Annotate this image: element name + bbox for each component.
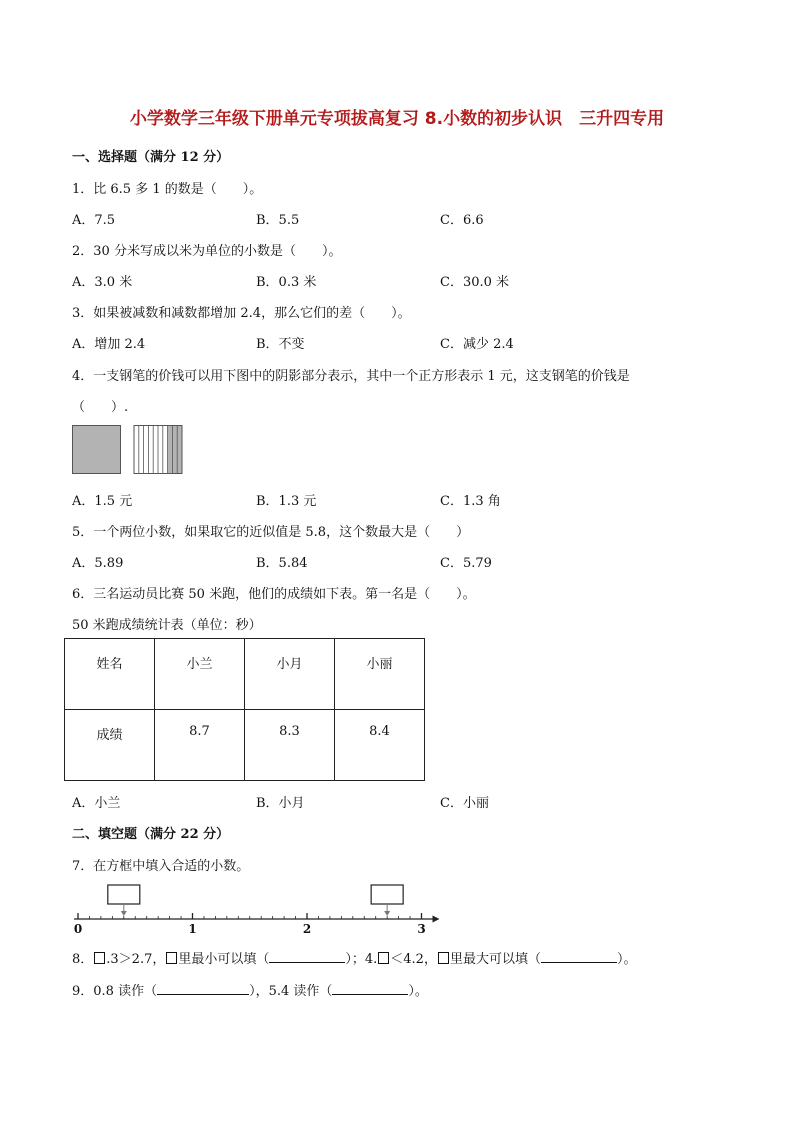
number-line-labels <box>74 922 426 934</box>
question-4: 4．一支钢笔的价钱可以用下图中的阴影部分表示，其中一个正方形表示 1 元，这支钢笔的价钱是 <box>72 369 630 384</box>
number-line-label: 0 <box>73 922 83 934</box>
question-1: 1．比 6.5 多 1 的数是（ ）。 <box>72 182 263 197</box>
tenths-square <box>134 426 182 474</box>
shaded-tenth-strip <box>172 426 177 474</box>
table-header-cell: 小兰 <box>155 639 245 710</box>
q4-option-b: B．1.3 元 <box>256 494 317 509</box>
q8-text-3: 里最小可以填（ <box>178 952 270 967</box>
answer-box[interactable] <box>108 885 140 904</box>
q4-option-a: A．1.5 元 <box>72 494 133 509</box>
q8-text-4: ）；4. <box>345 952 378 967</box>
q1-option-b: B．5.5 <box>256 213 300 228</box>
q1-option-a: A．7.5 <box>72 213 116 228</box>
arrow-down-icon <box>384 911 390 916</box>
empty-box-icon <box>438 952 449 964</box>
question-7: 7．在方框中填入合适的小数。 <box>72 859 250 874</box>
empty-box-icon <box>378 952 389 964</box>
results-table <box>64 638 425 781</box>
q6-option-c: C．小丽 <box>440 796 489 811</box>
table-cell: 8.3 <box>245 710 335 781</box>
q6-option-b: B．小月 <box>256 796 305 811</box>
q8-answer-blank-2[interactable] <box>541 950 617 963</box>
q1-option-c: C．6.6 <box>440 213 484 228</box>
question-4-blank: （ ）. <box>72 400 129 415</box>
q5-option-c: C．5.79 <box>440 556 492 571</box>
q8-answer-blank-1[interactable] <box>269 950 345 963</box>
q5-option-b: B．5.84 <box>256 556 308 571</box>
number-line-label: 1 <box>188 922 197 934</box>
table-caption: 50 米跑成绩统计表（单位：秒） <box>72 618 262 633</box>
shaded-tenth-strip <box>177 426 182 474</box>
q9-text-1: 9．0.8 读作（ <box>72 984 158 999</box>
shaded-tenth-strip <box>168 426 173 474</box>
number-line <box>70 882 450 934</box>
table-cell: 8.4 <box>335 710 425 781</box>
table-header-cell: 小月 <box>245 639 335 710</box>
question-9 <box>72 980 428 999</box>
arrow-right-icon <box>433 916 440 923</box>
table-cell: 8.7 <box>155 710 245 781</box>
q9-answer-blank-1[interactable] <box>157 982 249 995</box>
section-heading-fill: 二、填空题（满分 22 分） <box>72 827 230 842</box>
table-cell: 成绩 <box>65 710 155 781</box>
empty-box-icon <box>94 952 105 964</box>
q8-text-7: ）。 <box>616 952 637 967</box>
question-3: 3．如果被减数和减数都增加 2.4，那么它们的差（ ）。 <box>72 306 411 321</box>
q8-text-6: 里最大可以填（ <box>449 952 541 967</box>
q8-text-2: .3＞2.7， <box>106 952 166 967</box>
number-line-ticks <box>74 913 440 923</box>
table-row <box>65 639 425 710</box>
number-line-answer-boxes[interactable] <box>108 885 403 916</box>
table-header-cell: 小丽 <box>335 639 425 710</box>
q9-answer-blank-2[interactable] <box>332 982 408 995</box>
q9-text-2: ），5.4 读作（ <box>249 984 333 999</box>
section-heading-choice: 一、选择题（满分 12 分） <box>72 150 230 165</box>
q5-option-a: A．5.89 <box>72 556 124 571</box>
q2-option-c: C．30.0 米 <box>440 275 510 290</box>
q3-option-b: B．不变 <box>256 337 305 352</box>
table-row <box>65 710 425 781</box>
question-8 <box>72 948 637 967</box>
q9-text-3: ）。 <box>408 984 428 999</box>
number-line-label: 3 <box>417 922 426 934</box>
shaded-whole-square <box>73 426 121 474</box>
question-2: 2．30 分米写成以米为单位的小数是（ ）。 <box>72 244 342 259</box>
q4-option-c: C．1.3 角 <box>440 494 501 509</box>
empty-box-icon <box>166 952 177 964</box>
shaded-squares-figure <box>72 425 187 477</box>
answer-box[interactable] <box>371 885 403 904</box>
q3-option-a: A．增加 2.4 <box>72 337 146 352</box>
q2-option-b: B．0.3 米 <box>256 275 317 290</box>
page-title: 小学数学三年级下册单元专项拔高复习 8.小数的初步认识 三升四专用 <box>129 109 665 129</box>
q6-option-a: A．小兰 <box>72 796 121 811</box>
table-header-cell: 姓名 <box>65 639 155 710</box>
question-5: 5．一个两位小数，如果取它的近似值是 5.8，这个数最大是（ ） <box>72 525 470 540</box>
q8-text-5: ＜4.2， <box>390 952 437 967</box>
q2-option-a: A．3.0 米 <box>72 275 133 290</box>
number-line-label: 2 <box>302 922 312 934</box>
arrow-down-icon <box>121 911 127 916</box>
q8-text-1: 8． <box>72 952 94 967</box>
question-6: 6．三名运动员比赛 50 米跑，他们的成绩如下表。第一名是（ ）。 <box>72 587 476 602</box>
q3-option-c: C．减少 2.4 <box>440 337 514 352</box>
